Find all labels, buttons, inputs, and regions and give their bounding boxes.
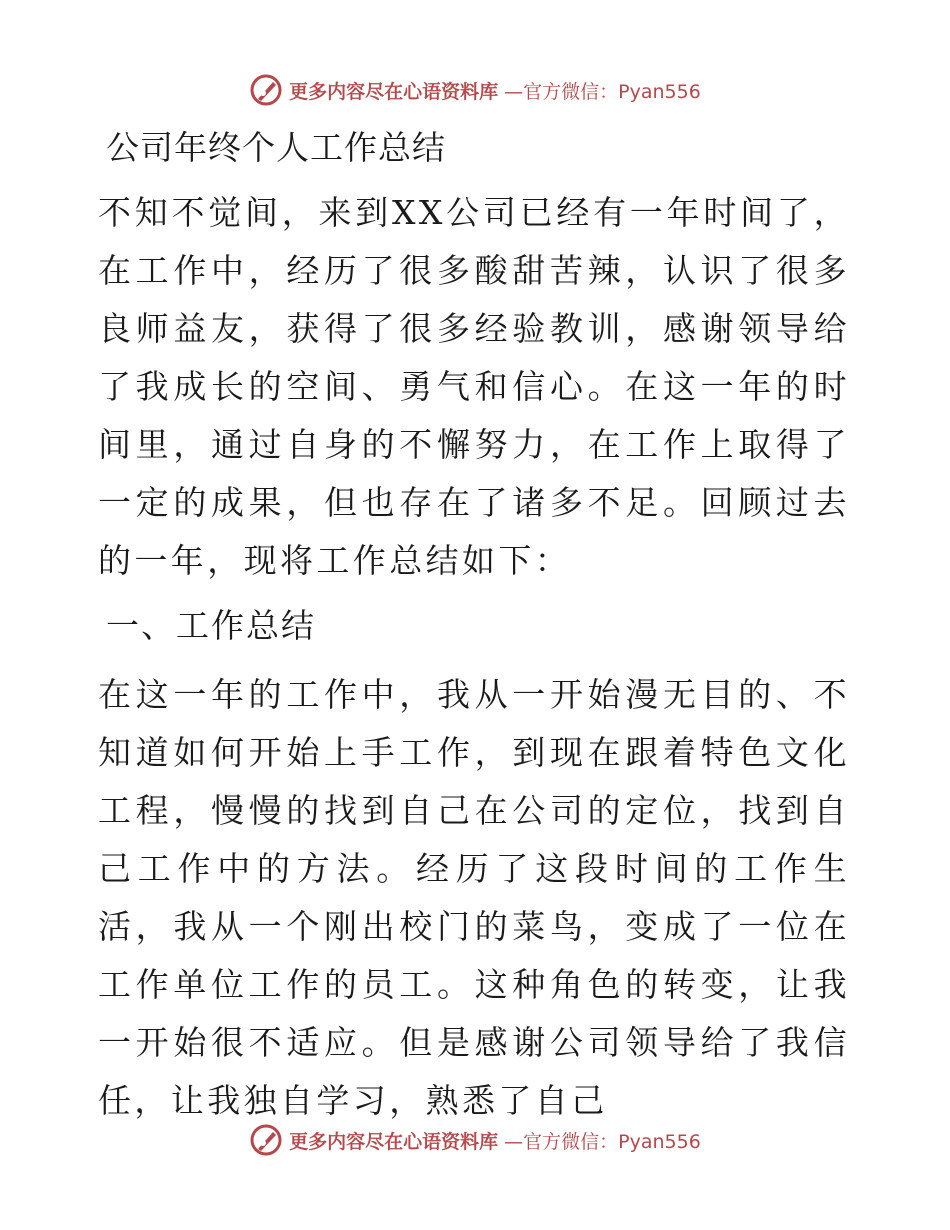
- quill-pen-icon: [249, 1123, 283, 1157]
- paragraph-work-summary: 在这一年的工作中，我从一开始漫无目的、不知道如何开始上手工作，到现在跟着特色文化工程，慢慢的找到自己在公司的定位，找到自己工作中的方法。经历了这段时间的工作生活，我从一个刚出校门的菜鸟，变成了一位在工作单位工作的员工。这种角色的转变，让我一开始很不适应。但是感谢公司领导给了我信任，让我独自学习，熟悉了自己: [98, 675, 850, 1120]
- section-heading-work-summary: 一、工作总结: [106, 606, 316, 645]
- banner-contact-text: —官方微信：Pyan556: [504, 80, 701, 103]
- document-body: [98, 122, 850, 1140]
- banner-brand-text: 更多内容尽在心语资料库: [289, 80, 499, 103]
- banner-contact-text: —官方微信：Pyan556: [504, 1130, 701, 1153]
- banner-brand-text: 更多内容尽在心语资料库: [289, 1130, 499, 1153]
- paragraph-intro: 不知不觉间，来到XX公司已经有一年时间了，在工作中，经历了很多酸甜苦辣，认识了很多良师益友，获得了很多经验教训，感谢领导给了我成长的空间、勇气和信心。在这一年的时间里，通过自身的不懈努力，在工作上取得了一定的成果，但也存在了诸多不足。回顾过去的一年，现将工作总结如下：: [98, 193, 850, 580]
- header-banner: [0, 70, 950, 110]
- quill-pen-icon: [249, 73, 283, 107]
- document-title: 公司年终个人工作总结: [106, 128, 446, 167]
- footer-banner: [0, 1120, 950, 1160]
